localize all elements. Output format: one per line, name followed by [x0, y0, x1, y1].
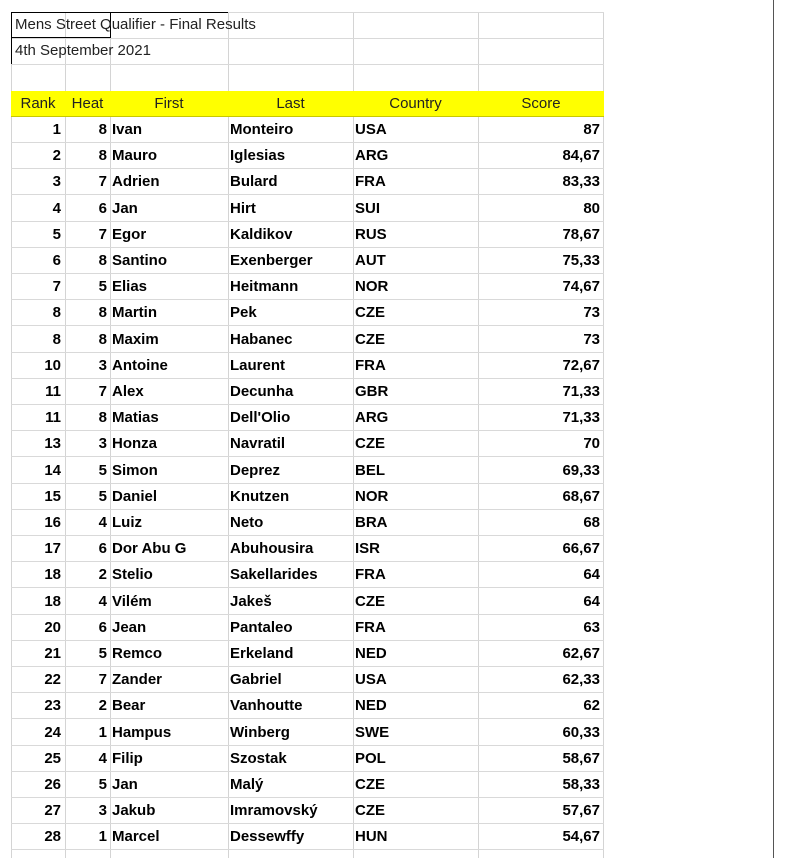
cell-first[interactable]: Matias	[112, 409, 159, 427]
table-row	[11, 327, 604, 353]
cell-rank[interactable]: 23	[44, 697, 61, 715]
cell-score[interactable]: 69,33	[562, 461, 600, 479]
cell-country[interactable]: GBR	[355, 383, 389, 400]
table-row	[11, 720, 604, 746]
cell-score[interactable]: 71,33	[562, 409, 600, 427]
cell-first[interactable]: Vilém	[112, 592, 152, 610]
cell-last[interactable]: Laurent	[230, 356, 286, 374]
cell-score[interactable]: 68	[583, 514, 600, 531]
cell-country[interactable]: CZE	[355, 592, 385, 610]
cell-heat[interactable]: 6	[98, 540, 107, 558]
cell-score[interactable]: 64	[583, 566, 600, 584]
cell-last[interactable]: Pek	[230, 304, 257, 322]
cell-rank[interactable]: 18	[44, 592, 61, 610]
cell-last[interactable]: Malý	[230, 776, 264, 793]
cell-last[interactable]: Vanhoutte	[230, 697, 303, 715]
cell-last[interactable]: Abuhousira	[230, 540, 314, 558]
cell-score[interactable]: 60,33	[562, 723, 600, 741]
cell-score[interactable]: 80	[583, 199, 600, 217]
cell-rank[interactable]: 5	[52, 225, 61, 243]
cell-rank[interactable]: 10	[44, 356, 61, 374]
cell-heat[interactable]: 8	[98, 409, 107, 427]
cell-score[interactable]: 62,67	[562, 645, 600, 662]
cell-score[interactable]: 73	[583, 330, 600, 348]
cell-score[interactable]: 57,67	[562, 802, 600, 820]
cell-first[interactable]: Mauro	[112, 147, 157, 165]
cell-rank[interactable]: 13	[44, 435, 61, 453]
cell-score[interactable]: 54,67	[562, 828, 600, 846]
cell-last[interactable]: Decunha	[230, 383, 294, 400]
cell-heat[interactable]: 8	[98, 121, 107, 138]
cell-first[interactable]: Simon	[112, 461, 158, 479]
header-country[interactable]: Country	[389, 95, 442, 112]
header-first[interactable]: First	[154, 95, 184, 112]
cell-heat[interactable]: 7	[98, 225, 107, 243]
cell-rank[interactable]: 11	[45, 409, 61, 427]
cell-last[interactable]: Deprez	[230, 461, 281, 479]
cell-heat[interactable]: 8	[98, 252, 107, 269]
cell-last[interactable]: Bulard	[230, 173, 278, 191]
table-row	[11, 117, 604, 143]
gridline	[11, 64, 604, 65]
cell-score[interactable]: 84,67	[562, 147, 600, 165]
cell-rank[interactable]: 8	[52, 330, 61, 348]
cell-heat[interactable]: 5	[98, 278, 107, 296]
cell-score[interactable]: 73	[583, 304, 600, 322]
cell-rank[interactable]: 6	[52, 252, 61, 269]
cell-heat[interactable]: 2	[98, 566, 107, 584]
cell-country[interactable]: RUS	[355, 225, 387, 243]
cell-rank[interactable]: 4	[52, 199, 61, 217]
cell-last[interactable]: Knutzen	[230, 487, 290, 505]
table-row	[11, 641, 604, 667]
cell-rank[interactable]: 26	[44, 776, 61, 793]
cell-last[interactable]: Heitmann	[230, 278, 299, 296]
cell-country[interactable]: ARG	[355, 409, 389, 427]
cell-rank[interactable]: 2	[52, 147, 61, 165]
cell-country[interactable]: CZE	[355, 304, 385, 322]
table-row	[11, 772, 604, 798]
cell-country[interactable]: FRA	[355, 566, 386, 584]
cell-last[interactable]: Imramovský	[230, 802, 318, 820]
cell-first[interactable]: Zander	[112, 671, 163, 689]
cell-rank[interactable]: 8	[52, 304, 61, 322]
cell-country[interactable]: SUI	[355, 199, 381, 217]
header-rank[interactable]: Rank	[20, 95, 56, 112]
cell-first[interactable]: Luiz	[112, 514, 142, 531]
cell-first[interactable]: Egor	[112, 225, 147, 243]
sheet-title[interactable]: Mens Street Qualifier - Final Results	[11, 12, 228, 38]
cell-heat[interactable]: 5	[98, 461, 107, 479]
page-break-line	[773, 0, 774, 858]
cell-last[interactable]: Kaldikov	[230, 225, 293, 243]
cell-last[interactable]: Sakellarides	[230, 566, 318, 584]
table-row	[11, 746, 604, 772]
cell-country[interactable]: NOR	[355, 278, 389, 296]
cell-rank[interactable]: 11	[45, 383, 61, 400]
cell-last[interactable]: Exenberger	[230, 252, 313, 269]
cell-first[interactable]: Elias	[112, 278, 148, 296]
cell-score[interactable]: 62,33	[562, 671, 600, 689]
cell-country[interactable]: USA	[355, 671, 387, 689]
cell-last[interactable]: Iglesias	[230, 147, 286, 165]
cell-score[interactable]: 75,33	[562, 252, 600, 269]
cell-heat[interactable]: 6	[98, 618, 107, 636]
cell-score[interactable]: 71,33	[562, 383, 600, 400]
table-row	[11, 615, 604, 641]
cell-rank[interactable]: 25	[44, 749, 61, 767]
table-row	[11, 589, 604, 615]
cell-rank[interactable]: 22	[44, 671, 61, 689]
cell-score[interactable]: 70	[583, 435, 600, 453]
cell-country[interactable]: SWE	[355, 723, 390, 741]
cell-rank[interactable]: 7	[52, 278, 61, 296]
cell-last[interactable]: Navratil	[230, 435, 286, 453]
cell-rank[interactable]: 18	[44, 566, 61, 584]
cell-heat[interactable]: 8	[98, 330, 107, 348]
cell-rank[interactable]: 20	[44, 618, 61, 636]
cell-country[interactable]: HUN	[355, 828, 388, 846]
table-row	[11, 510, 604, 536]
cell-country[interactable]: NED	[355, 697, 387, 715]
cell-score[interactable]: 63	[583, 618, 600, 636]
cell-heat[interactable]: 5	[98, 645, 107, 662]
header-score[interactable]: Score	[521, 95, 561, 112]
cell-last[interactable]: Jakeš	[230, 592, 272, 610]
cell-rank[interactable]: 3	[52, 173, 61, 191]
cell-last[interactable]: Pantaleo	[230, 618, 293, 636]
cell-first[interactable]: Jan	[112, 776, 138, 793]
cell-country[interactable]: NED	[355, 645, 387, 662]
cell-first[interactable]: Ivan	[112, 121, 143, 138]
cell-first[interactable]: Jean	[112, 618, 147, 636]
cell-last[interactable]: Hirt	[230, 199, 256, 217]
cell-rank[interactable]: 16	[44, 514, 61, 531]
table-row	[11, 169, 604, 195]
table-row	[11, 484, 604, 510]
table-row	[11, 562, 604, 588]
cell-score[interactable]: 72,67	[562, 356, 600, 374]
cell-first[interactable]: Alex	[112, 383, 144, 400]
cell-last[interactable]: Monteiro	[230, 121, 294, 138]
table-row	[11, 693, 604, 719]
cell-country[interactable]: USA	[355, 121, 387, 138]
cell-rank[interactable]: 14	[44, 461, 61, 479]
cell-score[interactable]: 74,67	[562, 278, 600, 296]
cell-first[interactable]: Jakub	[112, 802, 156, 820]
cell-country[interactable]: CZE	[355, 435, 385, 453]
cell-score[interactable]: 58,33	[562, 776, 600, 793]
cell-rank[interactable]: 15	[44, 487, 61, 505]
cell-first[interactable]: Maxim	[112, 330, 159, 348]
cell-country[interactable]: CZE	[355, 776, 385, 793]
table-row	[11, 379, 604, 405]
cell-first[interactable]: Honza	[112, 435, 157, 453]
cell-last[interactable]: Erkeland	[230, 645, 294, 662]
header-last[interactable]: Last	[276, 95, 305, 112]
cell-heat[interactable]: 7	[98, 173, 107, 191]
cell-score[interactable]: 58,67	[562, 749, 600, 767]
cell-score[interactable]: 62	[583, 697, 600, 715]
cell-heat[interactable]: 6	[98, 199, 107, 217]
cell-country[interactable]: ARG	[355, 147, 389, 165]
cell-country[interactable]: FRA	[355, 356, 386, 374]
table-row	[11, 274, 604, 300]
cell-score[interactable]: 87	[583, 121, 600, 138]
cell-rank[interactable]: 24	[44, 723, 61, 741]
table-row	[11, 248, 604, 274]
cell-country[interactable]: FRA	[355, 618, 386, 636]
cell-last[interactable]: Dessewffy	[230, 828, 305, 846]
cell-first[interactable]: Adrien	[112, 173, 160, 191]
cell-first[interactable]: Stelio	[112, 566, 153, 584]
cell-heat[interactable]: 7	[98, 383, 107, 400]
table-row	[11, 536, 604, 562]
cell-heat[interactable]: 3	[98, 435, 107, 453]
cell-score[interactable]: 78,67	[562, 225, 600, 243]
cell-country[interactable]: CZE	[355, 330, 385, 348]
cell-last[interactable]: Dell'Olio	[230, 409, 291, 427]
cell-heat[interactable]: 7	[98, 671, 107, 689]
sheet-date[interactable]: 4th September 2021	[11, 38, 151, 64]
cell-score[interactable]: 64	[583, 592, 600, 610]
cell-rank[interactable]: 27	[44, 802, 61, 820]
cell-first[interactable]: Martin	[112, 304, 157, 322]
cell-heat[interactable]: 3	[98, 356, 107, 374]
table-row	[11, 196, 604, 222]
cell-heat[interactable]: 8	[98, 304, 107, 322]
cell-score[interactable]: 66,67	[562, 540, 600, 558]
cell-rank[interactable]: 21	[44, 645, 61, 662]
table-row	[11, 300, 604, 326]
cell-first[interactable]: Jan	[112, 199, 138, 217]
cell-first[interactable]: Marcel	[112, 828, 160, 846]
cell-country[interactable]: BRA	[355, 514, 388, 531]
cell-score[interactable]: 83,33	[562, 173, 600, 191]
cell-last[interactable]: Neto	[230, 514, 264, 531]
cell-first[interactable]: Santino	[112, 252, 167, 269]
cell-last[interactable]: Gabriel	[230, 671, 282, 689]
table-row	[11, 431, 604, 457]
cell-heat[interactable]: 1	[98, 723, 107, 741]
table-row	[11, 458, 604, 484]
header-row	[11, 91, 604, 117]
cell-heat[interactable]: 4	[98, 592, 107, 610]
cell-last[interactable]: Szostak	[230, 749, 287, 767]
cell-country[interactable]: ISR	[355, 540, 381, 558]
cell-rank[interactable]: 17	[44, 540, 61, 558]
cell-heat[interactable]: 8	[98, 147, 107, 165]
cell-country[interactable]: NOR	[355, 487, 389, 505]
cell-first[interactable]: Filip	[112, 749, 143, 767]
cell-heat[interactable]: 4	[98, 514, 107, 531]
cell-country[interactable]: AUT	[355, 252, 386, 269]
table-row	[11, 798, 604, 824]
cell-country[interactable]: FRA	[355, 173, 386, 191]
cell-rank[interactable]: 28	[44, 828, 61, 846]
cell-first[interactable]: Remco	[112, 645, 163, 662]
cell-rank[interactable]: 1	[52, 121, 61, 138]
table-row	[11, 353, 604, 379]
header-heat[interactable]: Heat	[71, 95, 104, 112]
table-row	[11, 824, 604, 850]
cell-country[interactable]: CZE	[355, 802, 385, 820]
cell-heat[interactable]: 5	[98, 776, 107, 793]
cell-first[interactable]: Dor Abu G	[112, 540, 187, 558]
cell-country[interactable]: POL	[355, 749, 386, 767]
cell-first[interactable]: Hampus	[112, 723, 172, 741]
table-row	[11, 667, 604, 693]
cell-heat[interactable]: 3	[98, 802, 107, 820]
cell-first[interactable]: Antoine	[112, 356, 168, 374]
cell-heat[interactable]: 5	[98, 487, 107, 505]
cell-heat[interactable]: 4	[98, 749, 107, 767]
cell-heat[interactable]: 2	[98, 697, 107, 715]
table-row	[11, 143, 604, 169]
table-row	[11, 405, 604, 431]
cell-last[interactable]: Winberg	[230, 723, 290, 741]
cell-country[interactable]: BEL	[355, 461, 385, 479]
cell-first[interactable]: Bear	[112, 697, 146, 715]
cell-score[interactable]: 68,67	[562, 487, 600, 505]
cell-last[interactable]: Habanec	[230, 330, 293, 348]
cell-first[interactable]: Daniel	[112, 487, 158, 505]
cell-heat[interactable]: 1	[98, 828, 107, 846]
table-row	[11, 222, 604, 248]
